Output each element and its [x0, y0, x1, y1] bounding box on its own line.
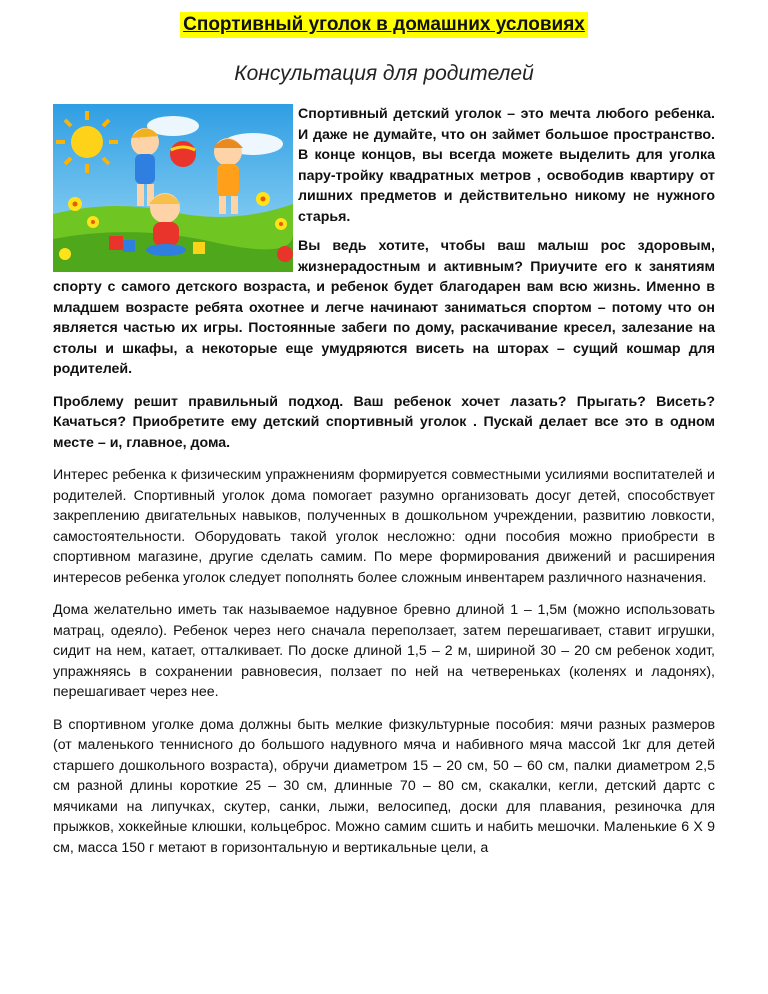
document-title: Спортивный уголок в домашних условиях [180, 12, 588, 38]
children-playing-illustration [53, 104, 298, 272]
paragraph-3: Проблему решит правильный подход. Ваш ребенок хочет лазать? Прыгать? Висеть? Качаться? Приобретите ему детский спортивный уголок . Пускай делает все это в одном месте – и, главное, дома. [53, 393, 715, 451]
document-body [53, 104, 715, 870]
paragraph-4: Интерес ребенка к физическим упражнениям формируется совместными усилиями воспитателей и родителей. Спортивный уголок дома помогает разумно организовать досуг детей, способствует закреплению двигательных навыков, полученных в дошкольном учреждении, развитию ловкости, самостоятельности. Оборудовать такой уголок несложно: одни пособия можно приобрести в спортивном магазине, другие сделать самим. По мере формирования движений и расширения интересов ребенка уголок следует пополнять более сложным инвентарем различного назначения. [53, 467, 715, 586]
title-wrap [0, 12, 768, 38]
document-subtitle: Консультация для родителей [234, 62, 534, 85]
paragraph-5: Дома желательно иметь так называемое надувное бревно длиной 1 – 1,5м (можно использовать матрац, одеяло). Ребенок через него сначала переползает, затем перешагивает, ставит игрушки, сидит на нем, катает, отталкивает. По доске длиной 1,5 – 2 м, шириной 30 – 20 см ребенок ходит, упражняясь в сохранении равновесия, ползает по ней на четвереньках (коленях и ладонях), перешагивает через нее. [53, 602, 715, 700]
paragraph-1: Спортивный детский уголок – это мечта любого ребенка. И даже не думайте, что он займет большое пространство. В конце концов, вы всегда можете выделить для уголка пару-тройку квадратных метров , освободив квартиру от лишних предметов и действительно никому не нужного старья. [298, 106, 715, 225]
paragraph-2: Вы ведь хотите, чтобы ваш малыш рос здоровым, жизнерадостным и активным? Приучите его к занятиям спорту с самого детского возраста, и ребенок будет благодарен вам всю жизнь. Именно в младшем возрасте ребята охотнее и легче начинают заниматься спортом – потому что он является частью их игры. Постоянные забеги по дому, раскачивание кресел, залезание на столы и шкафы, а некоторые еще умудряются висеть на шторах – сущий кошмар для родителей. [53, 238, 715, 377]
paragraph-6: В спортивном уголке дома должны быть мелкие физкультурные пособия: мячи разных размеров (от маленького теннисного до большого надувного мяча и набивного мяча массой 1кг для детей старшего дошкольного возраста), обручи диаметром 15 – 20 см, 50 – 60 см, палки диаметром 2,5 см разной длины короткие 25 – 30 см, длинные 70 – 80 см, скакалки, кегли, детский дартс с мячиками на липучках, скутер, санки, лыжи, велосипед, доски для плавания, резиночка для прыжков, хоккейные клюшки, кольцеброс. Можно самим сшить и набить мешочки. Маленькие 6 Х 9 см, масса 150 г метают в горизонтальную и вертикальные цели, а [53, 716, 715, 856]
